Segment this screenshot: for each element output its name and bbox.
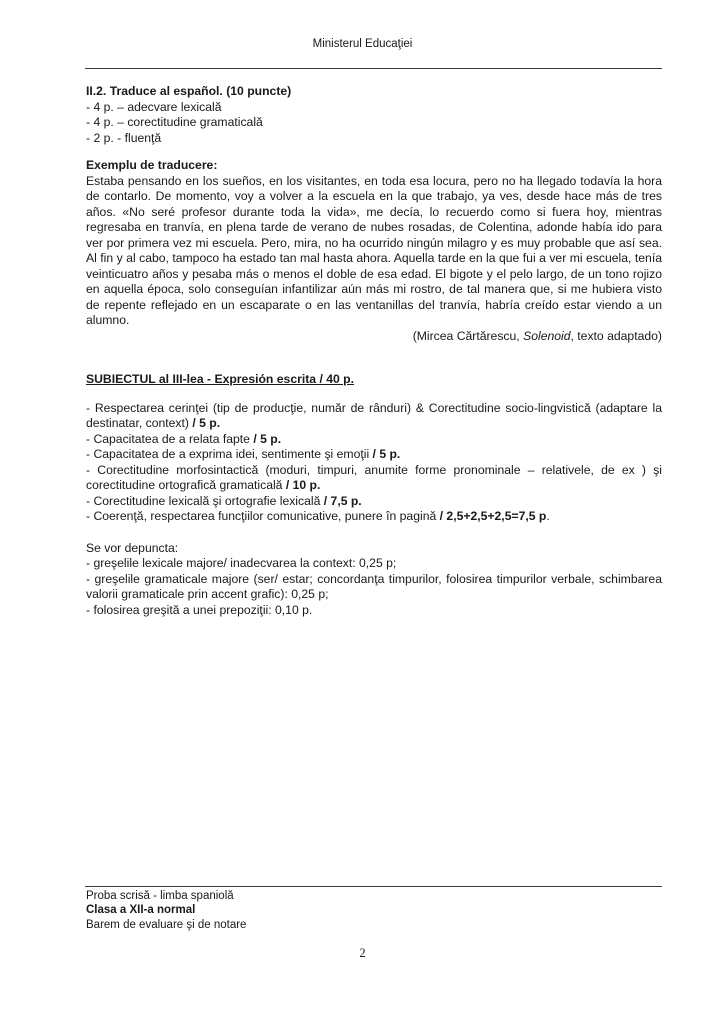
criterion-line: - Capacitatea de a relata fapte / 5 p. xyxy=(86,431,282,446)
criterion-line: - Respectarea cerinţei (tip de producţie, număr de rânduri) & Corectitudine socio-lingvistică (adaptare la destinatar, context) / 5 p. xyxy=(86,400,662,430)
criterion-line: - Coerenţă, respectarea funcţiilor comunicative, punere în pagină / 2,5+2,5+2,5=7,5 p. xyxy=(86,509,550,523)
deduction-line: - greşelile lexicale majore/ inadecvarea la context: 0,25 p; xyxy=(86,556,397,570)
header-divider xyxy=(85,68,662,69)
criterion-line: - Corectitudine morfosintactică (moduri, timpuri, anumite forme pronominale – relativele, de ex ) şi corectitudine ortografică gramaticală / 10 p. xyxy=(86,462,662,492)
deductions-label: Se vor depuncta: xyxy=(86,540,179,555)
section-ii2-criterion: - 4 p. – adecvare lexicală xyxy=(86,99,222,114)
example-paragraph: Estaba pensando en los sueños, en los visitantes, en toda esa locura, pero no ha llegado todavía la hora de contarlo. De momento, voy a volver a la escuela en la que trabajo, ya ves, desde hace más de tres años. «No seré profesor durante toda la vida», me decía, lo recuerdo como si fuera hoy, mientras regresaba en tranvía, en plena tarde de verano de nubes rosadas, de Colentina, adonde había ido para ver por primera vez mi escuela. Pero, mira, no ha ocurrido ningún milagro y es muy probable que así sea. Al fin y al cabo, tampoco ha estado tan mal hasta ahora. Aquella tarde en la que fui a ver mi escuela, tenía veinticuatro años y pesaba más o menos el doble de esa edad. El bigote y el pelo largo, de un tono rojizo en aquella época, solo conseguían infantilizar aún más mi rostro, de tal manera que, si me hubiera visto de repente reflejado en un escaparate o en las ventanillas del tranvía, habría creído estar viendo a un alumno. xyxy=(86,173,662,327)
footer-class: Clasa a XII-a normal xyxy=(86,904,196,917)
section-iii-title: SUBIECTUL al III-lea - Expresión escrita / 40 p. xyxy=(86,372,354,386)
document-header: Ministerul Educaţiei xyxy=(312,38,413,50)
attribution-suffix: , texto adaptado) xyxy=(570,328,662,343)
criterion-line: - Corectitudine lexicală şi ortografie lexicală / 7,5 p. xyxy=(86,493,362,508)
example-label: Exemplu de traducere: xyxy=(86,158,218,172)
section-iii-criteria xyxy=(86,401,662,525)
footer-barem: Barem de evaluare şi de notare xyxy=(86,918,247,931)
section-ii2-title: II.2. Traduce al español. (10 puncte) xyxy=(86,84,292,98)
section-ii2-criterion: - 4 p. – corectitudine gramaticală xyxy=(86,115,263,129)
document-footer xyxy=(86,889,662,932)
criterion-line: - Capacitatea de a exprima idei, sentimente şi emoţii / 5 p. xyxy=(86,447,401,461)
page-content xyxy=(86,84,662,618)
attribution-work-title: Solenoid xyxy=(523,328,571,343)
deduction-line: - greşelile gramaticale majore (ser/ estar; concordanţa timpurilor, folosirea timpurilor verbale, schimbarea valorii gramaticale prin accent grafic): 0,25 p; xyxy=(86,571,662,601)
deduction-line: - folosirea greşită a unei prepoziţii: 0,10 p. xyxy=(86,602,313,617)
footer-divider xyxy=(85,886,662,887)
footer-exam-type: Proba scrisă - limba spaniolă xyxy=(86,890,234,902)
section-ii2-criterion: - 2 p. - fluenţă xyxy=(86,130,162,145)
attribution xyxy=(86,329,662,345)
attribution-prefix: (Mircea Cărtărescu, xyxy=(412,328,524,343)
page-number: 2 xyxy=(359,946,366,960)
